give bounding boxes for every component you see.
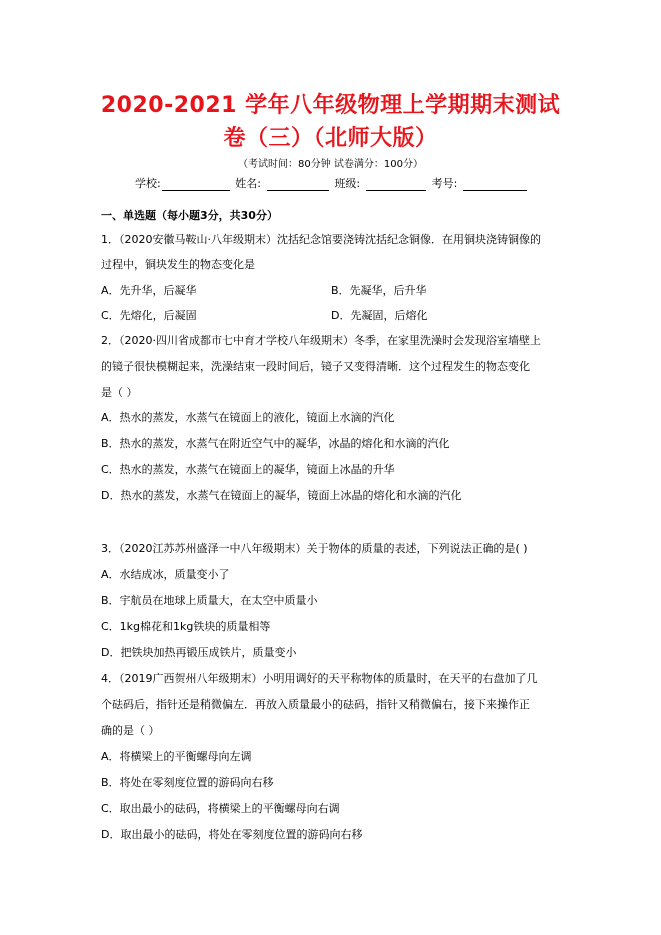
name-label: 姓名: — [235, 177, 261, 190]
question-1-option-d: D．先凝固，后熔化 — [331, 309, 428, 322]
question-2-line-3: 是（ ） — [101, 386, 138, 399]
question-1-option-a: A．先升华，后凝华 — [101, 284, 197, 297]
exam-time-note: （考试时间：80分钟 试卷满分：100分） — [238, 159, 423, 170]
question-4-option-b: B．将处在零刻度位置的游码向右移 — [101, 776, 274, 789]
question-4-line-1: 4．（2019广西贺州八年级期末）小明用调好的天平称物体的质量时，在天平的右盘加了几 — [101, 672, 538, 685]
document-title-line-1: 2020-2021 学年八年级物理上学期期末测试 — [100, 93, 561, 118]
number-label: 考号: — [431, 177, 458, 190]
section-heading: 一、单选题（每小题3分，共30分） — [101, 209, 278, 222]
number-blank — [463, 178, 527, 191]
question-3-option-c: C．1kg棉花和1kg铁块的质量相等 — [101, 620, 271, 633]
student-info-row — [135, 175, 529, 191]
question-2-option-a: A．热水的蒸发，水蒸气在镜面上的液化，镜面上水滴的汽化 — [101, 411, 395, 424]
question-1-option-c: C．先熔化，后凝固 — [101, 309, 197, 322]
question-2-line-1: 2．（2020·四川省成都市七中育才学校八年级期末）冬季，在家里洗澡时会发现浴室墙壁上 — [101, 334, 541, 347]
question-1-line-1: 1．（2020安徽马鞍山·八年级期末）沈括纪念馆要浇铸沈括纪念铜像．在用铜块浇铸铜像的 — [101, 233, 541, 246]
question-4-line-3: 确的是（ ） — [101, 724, 160, 737]
question-1-line-2: 过程中，铜块发生的物态变化是 — [101, 258, 255, 271]
school-label: 学校: — [135, 177, 161, 190]
question-4-option-a: A．将横梁上的平衡螺母向左调 — [101, 750, 252, 763]
question-3-option-a: A．水结成冰，质量变小了 — [101, 568, 230, 581]
question-4-option-d: D．取出最小的砝码，将处在零刻度位置的游码向右移 — [101, 828, 363, 841]
question-3-line-1: 3．（2020江苏苏州盛泽一中八年级期末）关于物体的质量的表述，下列说法正确的是( ) — [101, 542, 528, 555]
document-title-line-2: 卷（三）（北师大版） — [223, 126, 438, 151]
school-blank — [162, 178, 230, 191]
question-2-line-2: 的镜子很快模糊起来，洗澡结束一段时间后，镜子又变得清晰．这个过程发生的物态变化 — [101, 360, 530, 373]
question-2-option-d: D．热水的蒸发，水蒸气在镜面上的凝华，镜面上冰晶的熔化和水滴的汽化 — [101, 489, 462, 502]
question-3-option-b: B．宇航员在地球上质量大，在太空中质量小 — [101, 594, 318, 607]
question-3-option-d: D．把铁块加热再锻压成铁片，质量变小 — [101, 646, 297, 659]
class-blank — [366, 178, 426, 191]
name-blank — [267, 178, 329, 191]
class-label: 班级: — [334, 177, 361, 190]
question-4-line-2: 个砝码后，指针还是稍微偏左．再放入质量最小的砝码，指针又稍微偏右，接下来操作正 — [101, 698, 530, 711]
question-1-option-b: B．先凝华，后升华 — [331, 284, 427, 297]
question-4-option-c: C．取出最小的砝码，将横梁上的平衡螺母向右调 — [101, 802, 340, 815]
question-2-option-c: C．热水的蒸发，水蒸气在镜面上的凝华，镜面上冰晶的升华 — [101, 463, 395, 476]
question-2-option-b: B．热水的蒸发，水蒸气在附近空气中的凝华，冰晶的熔化和水滴的汽化 — [101, 437, 450, 450]
